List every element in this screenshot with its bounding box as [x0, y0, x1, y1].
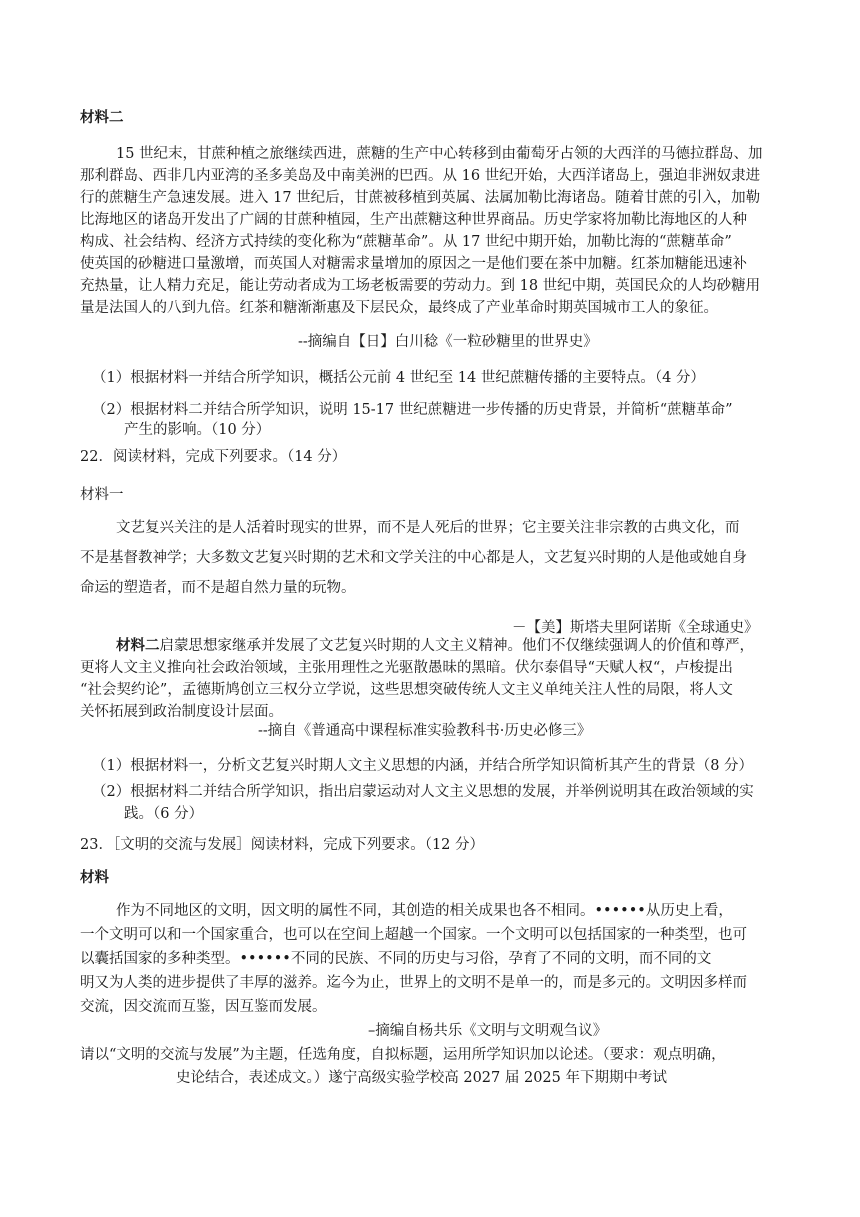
paragraph-line: 交流，因交流而互鉴，因互鉴而发展。: [80, 999, 327, 1015]
paragraph-line: 15 世纪末，甘蔗种植之旅继续西进，蔗糖的生产中心转移到由葡萄牙占领的大西洋的马德拉群岛、加: [116, 146, 763, 162]
question-21-2-line1: （2）根据材料二并结合所学知识，说明 15-17 世纪蔗糖进一步传播的历史背景，并简析“蔗糖革命”: [92, 402, 733, 418]
paragraph-line: 一个文明可以和一个国家重合，也可以在空间上超越一个国家。一个文明可以包括国家的一种类型，也可: [80, 927, 747, 943]
source-citation: --摘自《普通高中课程标准实验教科书·历史必修三》: [258, 723, 592, 739]
enlightenment-paragraph: [80, 635, 780, 723]
paragraph-line: 更将人文主义推向社会政治领域，主张用理性之光驱散愚昧的黑暗。伏尔泰倡导“天赋人权“，卢梭提出: [80, 660, 733, 676]
paragraph-line: [80, 635, 780, 657]
paragraph-line: 比海地区的诸岛开发出了广阔的甘蔗种植园，生产出蔗糖这种世界商品。历史学家将加勒比海地区的人种: [80, 212, 747, 228]
paragraph-line: 构成、社会结构、经济方式持续的变化称为“蔗糖革命”。从 17 世纪中期开始，加勒比海的“蔗糖革命”: [80, 234, 732, 250]
paragraph-line: 行的蔗糖生产急速发展。进入 17 世纪后，甘蔗被移植到英属、法属加勒比海诸岛。随着甘蔗的引入，加勒: [80, 190, 761, 206]
material2-label: 材料二: [116, 638, 160, 654]
question-22-title: 22．阅读材料，完成下列要求。（14 分）: [80, 449, 347, 465]
material2-heading: 材料二: [80, 110, 124, 126]
source-citation: －【美】斯塔夫里阿诺斯《全球通史》: [512, 620, 759, 636]
question-23-prompt-line1: 请以“文明的交流与发展”为主题，任选角度，自拟标题，运用所学知识加以论述。（要求：观点明确，: [80, 1047, 726, 1063]
paragraph-line: 充热量，让人精力充足，能让劳动者成为工场老板需要的劳动力。到 18 世纪中期，英国民众的人均砂糖用: [80, 278, 761, 294]
sugar-paragraph: [80, 143, 780, 319]
question-21-2-line2: 产生的影响。（10 分）: [124, 422, 271, 438]
paragraph-line: 作为不同地区的文明，因文明的属性不同，其创造的相关成果也各不相同。••••••从历史上看，: [116, 903, 733, 919]
paragraph-line: 不是基督教神学；大多数文艺复兴时期的艺术和文学关注的中心都是人，文艺复兴时期的人是他或她自身: [80, 550, 747, 566]
question-22-2-line2: 践。（6 分）: [124, 806, 204, 822]
paragraph-line: “社会契约论”，孟德斯鸠创立三权分立学说，这些思想突破传统人文主义单纯关注人性的局限，将人文: [80, 682, 733, 698]
paragraph-line: 那利群岛、西非几内亚湾的圣多美岛及中南美洲的巴西。从 16 世纪开始，大西洋诸岛上，强迫非洲奴隶进: [80, 168, 761, 184]
source-citation: –摘编自杨共乐《文明与文明观刍议》: [368, 1023, 608, 1039]
question-21-1: （1）根据材料一并结合所学知识，概括公元前 4 世纪至 14 世纪蔗糖传播的主要特点。（4 分）: [92, 370, 705, 386]
civilization-paragraph: [80, 899, 780, 1019]
renaissance-paragraph: [80, 513, 780, 603]
paragraph-line-text: 启蒙思想家继承并发展了文艺复兴时期的人文主义精神。他们不仅继续强调人的价值和尊严，: [159, 638, 754, 654]
paragraph-line: 命运的塑造者，而不是超自然力量的玩物。: [80, 580, 356, 596]
paragraph-line: 明又为人类的进步提供了丰厚的滋养。迄今为止，世界上的文明不是单一的，而是多元的。文明因多样而: [80, 975, 747, 991]
paragraph-line: 关怀拓展到政治制度设计层面。: [80, 704, 283, 720]
paragraph-line: 使英国的砂糖进口量激增，而英国人对糖需求量增加的原因之一是他们要在茶中加糖。红茶加糖能迅速补: [80, 256, 747, 272]
question-23-title: 23．［文明的交流与发展］阅读材料，完成下列要求。（12 分）: [80, 837, 485, 853]
source-citation: --摘编自【日】白川稔《一粒砂糖里的世界史》: [298, 334, 598, 350]
material1-heading: 材料一: [80, 487, 124, 503]
paragraph-line: 量是法国人的八到九倍。红茶和糖渐渐惠及下层民众，最终成了产业革命时期英国城市工人的象征。: [80, 300, 718, 316]
question-23-prompt-line2: 史论结合，表述成文。）遂宁高级实验学校高 2027 届 2025 年下期期中考试: [176, 1070, 667, 1086]
question-22-1: （1）根据材料一，分析文艺复兴时期人文主义思想的内涵，并结合所学知识简析其产生的背景（8 分）: [92, 758, 754, 774]
paragraph-line: 文艺复兴关注的是人活着时现实的世界，而不是人死后的世界；它主要关注非宗教的古典文化，而: [116, 520, 740, 536]
question-22-2-line1: （2）根据材料二并结合所学知识，指出启蒙运动对人文主义思想的发展，并举例说明其在政治领域的实: [92, 784, 754, 800]
material-heading: 材料: [80, 870, 109, 886]
paragraph-line: 以囊括国家的多种类型。••••••不同的民族、不同的历史与习俗，孕育了不同的文明，而不同的文: [80, 951, 712, 967]
